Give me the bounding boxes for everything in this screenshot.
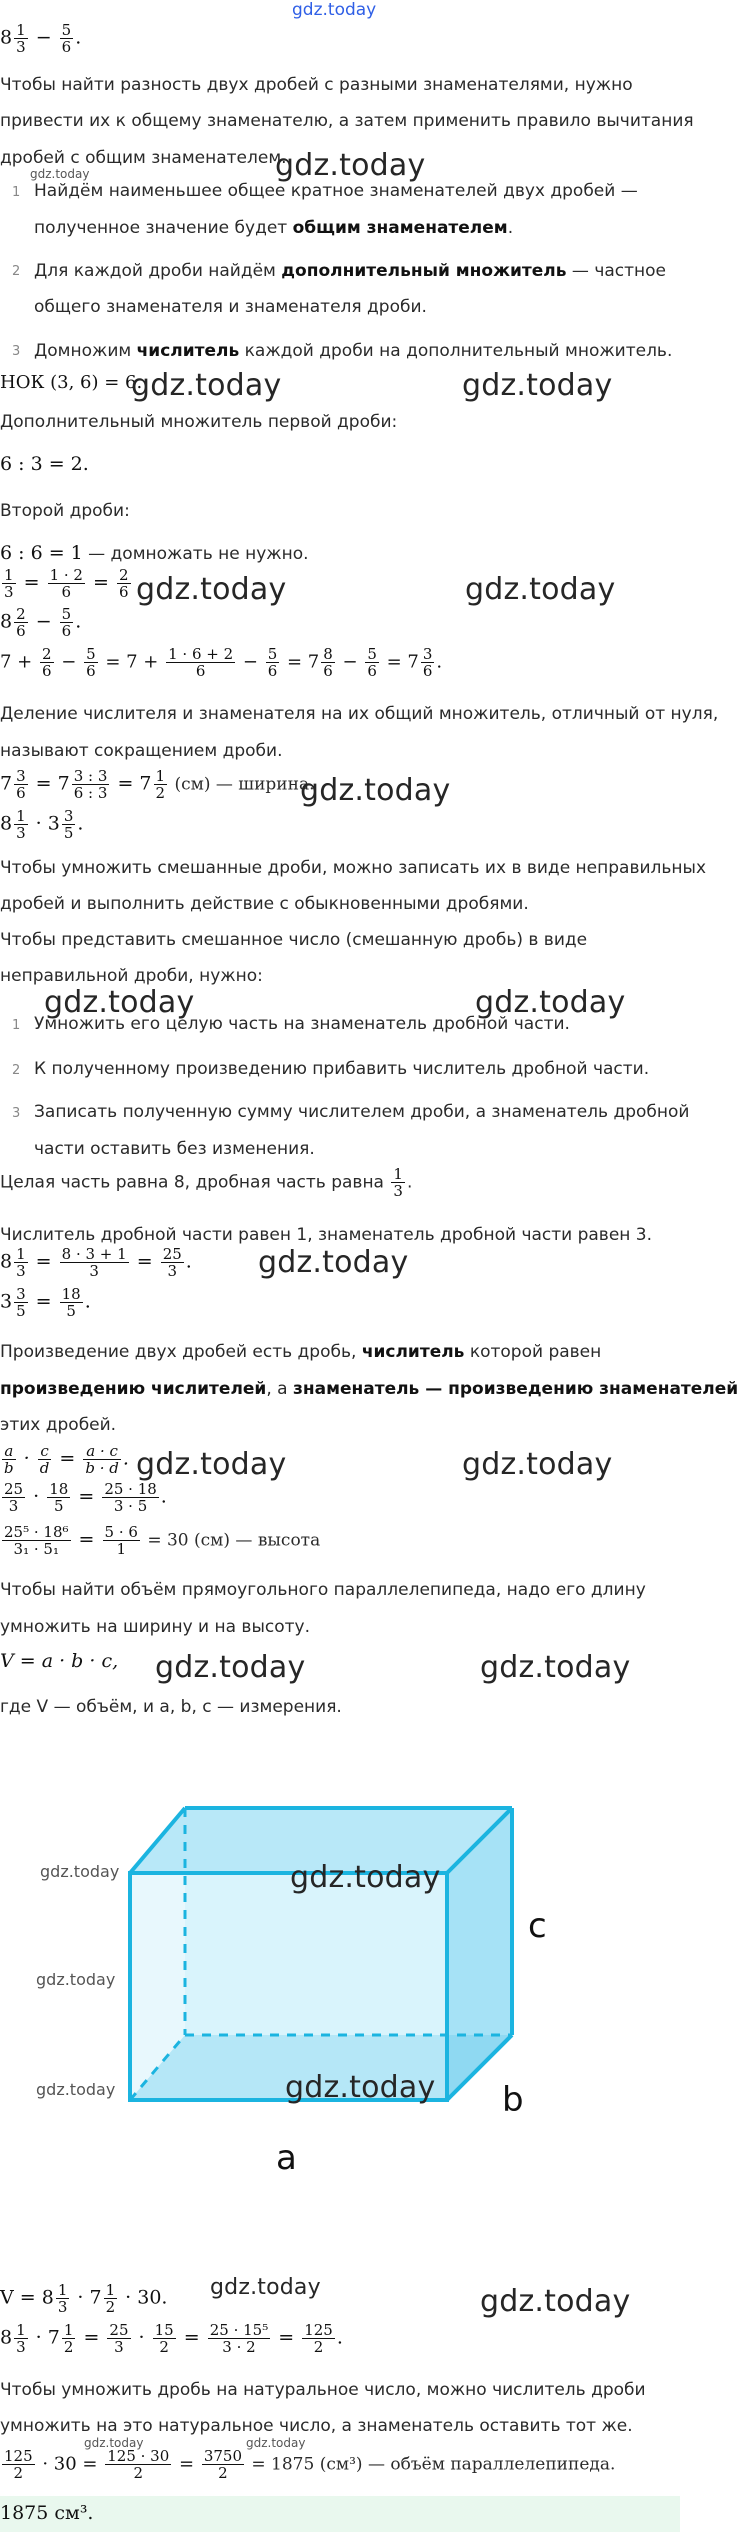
list-number: 2 <box>12 264 21 279</box>
operator: − <box>35 26 52 49</box>
watermark: gdz.today <box>136 1447 287 1482</box>
paragraph: Второй дроби: <box>0 501 130 521</box>
paragraph: Чтобы умножить дробь на натуральное число, можно числитель дроби <box>0 2380 646 2400</box>
watermark-small: gdz.today <box>36 1970 116 1989</box>
expression-fraction: $\frac{1}{3}$ = $\frac{1 \cdot 2}{6}$ = $\frac{2}{6}$ <box>4 566 129 601</box>
label-a: a <box>276 2138 297 2178</box>
list-item-cont: части оставить без изменения. <box>34 1139 315 1159</box>
expression-height: $\frac{\text{25⁵ · 18⁶}}{\text{3₁ · 5₁}}$ = $\frac{5 \cdot 6}{1}$ = 30 (см) — высота <box>4 1523 321 1558</box>
list-item: Умножить его целую часть на знаменатель дробной части. <box>34 1014 570 1034</box>
paragraph: где V — объём, и a, b, c — измерения. <box>0 1697 342 1717</box>
paragraph: Чтобы умножить смешанные дроби, можно записать их в виде неправильных <box>0 858 706 878</box>
list-number: 2 <box>12 1063 21 1078</box>
expression-conversion: 8 $\frac{1}{3}$ = $\frac{8 \cdot 3 + 1}{3}$ = $\frac{25}{3}$ . <box>0 1245 192 1280</box>
list-item: Для каждой дроби найдём дополнительный множитель — частное <box>34 261 667 281</box>
formula-product: $\frac{a}{b}$ · $\frac{c}{d}$ = $\frac{a \cdot c}{b \cdot d}$ . <box>4 1442 129 1477</box>
list-number: 1 <box>12 1018 21 1033</box>
paragraph: называют сокращением дроби. <box>0 741 283 761</box>
watermark: gdz.today <box>462 368 613 403</box>
paragraph: Деление числителя и знаменателя на их общий множитель, отличный от нуля, <box>0 704 719 724</box>
fraction: $\frac{5}{6}$ <box>61 21 72 56</box>
paragraph: произведению числителей, а знаменатель — произведению знаменателей <box>0 1379 738 1399</box>
watermark: gdz.today <box>480 2284 631 2319</box>
site-logo[interactable]: gdz.today <box>292 0 377 20</box>
label-b: b <box>502 2080 524 2120</box>
paragraph: Чтобы найти объём прямоугольного параллелепипеда, надо его длину <box>0 1580 646 1600</box>
answer-text: 1875 см³. <box>0 2502 94 2524</box>
expression-reduction: 7 $\frac{3}{6}$ = 7 $\frac{3 : 3}{6 : 3}$ = 7 $\frac{1}{2}$ (см) — ширина. <box>0 767 315 802</box>
watermark: gdz.today <box>285 2070 436 2105</box>
nok-expression: НОК (3, 6) = 6. <box>0 372 143 393</box>
watermark: gdz.today <box>300 773 451 808</box>
paragraph: Чтобы представить смешанное число (смешанную дробь) в виде <box>0 930 588 950</box>
watermark: gdz.today <box>465 572 616 607</box>
expression-product: 8 $\frac{1}{3}$ · 7 $\frac{1}{2}$ = $\frac{25}{3}$ · $\frac{15}{2}$ = $\frac{\text{25 · 15⁵}}{3 \cdot 2}$ = $\frac{125}{2}$ . <box>0 2321 343 2356</box>
label-c: c <box>528 1906 547 1946</box>
list-item: Найдём наименьшее общее кратное знаменателей двух дробей — <box>34 181 638 201</box>
formula-volume: V = a · b · c, <box>0 1650 119 1672</box>
watermark-small: gdz.today <box>246 2436 306 2450</box>
paragraph: неправильной дроби, нужно: <box>0 966 263 986</box>
list-item-cont: полученное значение будет общим знаменателем. <box>34 218 514 238</box>
paragraph: Чтобы найти разность двух дробей с разными знаменателями, нужно <box>0 75 633 95</box>
expression-volume: V = 8 $\frac{1}{3}$ · 7 $\frac{1}{2}$ · 30. <box>0 2281 168 2316</box>
parallelepiped-diagram <box>0 1790 680 2210</box>
watermark: gdz.today <box>275 148 426 183</box>
expression-subtraction: 8 $\frac{1}{3}$ − $\frac{5}{6}$ . <box>0 21 82 56</box>
watermark: gdz.today <box>136 572 287 607</box>
list-number: 3 <box>12 344 21 359</box>
expression-subtraction: 8 $\frac{2}{6}$ − $\frac{5}{6}$ . <box>0 605 82 640</box>
paragraph: этих дробей. <box>0 1415 117 1435</box>
paragraph: привести их к общему знаменателю, а затем применить правило вычитания <box>0 111 694 131</box>
watermark-small: gdz.today <box>36 2080 116 2099</box>
list-item: Домножим числитель каждой дроби на дополнительный множитель. <box>34 341 673 361</box>
watermark: gdz.today <box>258 1245 409 1280</box>
paragraph: дробей с общим знаменателем. <box>0 148 287 168</box>
watermark: gdz.today <box>131 368 282 403</box>
paragraph: Целая часть равна 8, дробная часть равна $\frac{1}{3}$ . <box>0 1165 413 1200</box>
expression-conversion: 3 $\frac{3}{5}$ = $\frac{18}{5}$ . <box>0 1285 91 1320</box>
answer-bar <box>0 2496 680 2532</box>
expression-product: $\frac{25}{3}$ · $\frac{18}{5}$ = $\frac{25 \cdot 18}{3 \cdot 5}$ . <box>4 1480 167 1515</box>
watermark: gdz.today <box>44 985 195 1020</box>
watermark: gdz.today <box>210 2275 321 2300</box>
watermark: gdz.today <box>155 1650 306 1685</box>
list-number: 3 <box>12 1106 21 1121</box>
expression: 6 : 3 = 2. <box>0 453 89 475</box>
paragraph: Числитель дробной части равен 1, знаменатель дробной части равен 3. <box>0 1225 653 1245</box>
paragraph: Произведение двух дробей есть дробь, числитель которой равен <box>0 1342 602 1362</box>
fraction: $\frac{1}{3}$ <box>16 21 26 56</box>
expression: 6 : 6 = 1 — домножать не нужно. <box>0 542 309 564</box>
watermark-small: gdz.today <box>40 1862 120 1881</box>
paragraph: умножить на это натуральное число, а знаменатель оставить тот же. <box>0 2416 633 2436</box>
list-number: 1 <box>12 185 21 200</box>
paragraph: дробей и выполнить действие с обыкновенными дробями. <box>0 894 529 914</box>
watermark-small: gdz.today <box>30 167 90 181</box>
box-front-face <box>130 1873 447 2100</box>
watermark: gdz.today <box>462 1447 613 1482</box>
watermark: gdz.today <box>475 985 626 1020</box>
watermark: gdz.today <box>480 1650 631 1685</box>
list-item: К полученному произведению прибавить числитель дробной части. <box>34 1059 650 1079</box>
expression-final: $\frac{125}{2}$ · 30 = $\frac{125 \cdot 30}{2}$ = $\frac{3750}{2}$ = 1875 (см³) — объём параллелепипеда. <box>4 2447 616 2482</box>
whole-part: 8 <box>0 26 13 49</box>
watermark: gdz.today <box>290 1860 441 1895</box>
expression-product: 8 $\frac{1}{3}$ · 3 $\frac{3}{5}$ . <box>0 807 84 842</box>
list-item-cont: общего знаменателя и знаменателя дроби. <box>34 297 427 317</box>
watermark-small: gdz.today <box>84 2436 144 2450</box>
list-item: Записать полученную сумму числителем дроби, а знаменатель дробной <box>34 1102 690 1122</box>
paragraph: Дополнительный множитель первой дроби: <box>0 412 398 432</box>
paragraph: умножить на ширину и на высоту. <box>0 1617 310 1637</box>
expression-long: 7 + $\frac{2}{6}$ − $\frac{5}{6}$ = 7 + $\frac{1 \cdot 6 + 2}{6}$ − $\frac{5}{6}$ = 7 $\frac{8}{6}$ − $\frac{5}{6}$ = 7 $\frac{3}{6}$ . <box>0 645 443 680</box>
